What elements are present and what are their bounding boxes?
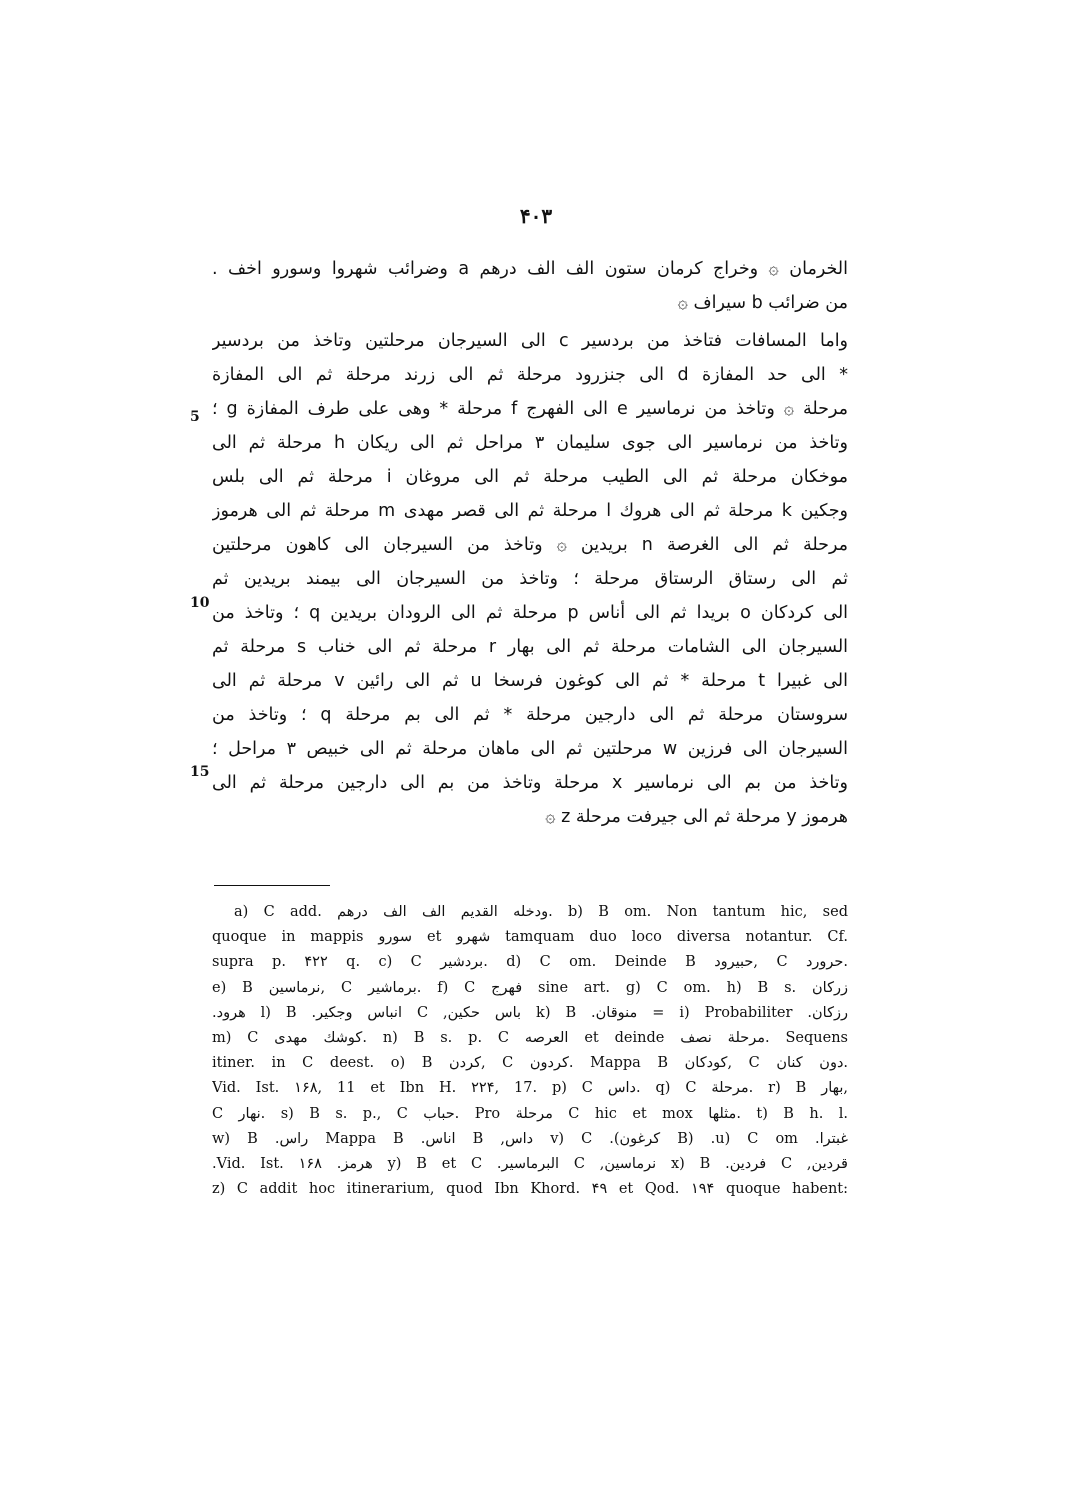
text-line: من ضرائب b سيراف ۞ xyxy=(677,293,848,313)
text-line: واما المسافات فتاخذ من بردسير c الى السيرجان مرحلتين وتاخذ من بردسير xyxy=(212,331,848,351)
text-line: السيرجان الى الشامات مرحلة ثم الى بهار r مرحلة ثم الى خناب s مرحلة ثم xyxy=(212,637,848,657)
text-line: هرموز y مرحلة ثم الى جيرفت مرحلة z ۞ xyxy=(545,807,848,827)
footnote-line: غبترا. u) C om. (B كرغون). v) C داس, B اناس. Mappa B راس. w) B xyxy=(212,1130,848,1147)
line-number: 15 xyxy=(190,764,210,780)
line-number: 5 xyxy=(190,409,200,425)
text-line: وجكين k مرحلة ثم الى هروك l مرحلة ثم الى قصر مهدى m مرحلة ثم الى هرموز xyxy=(212,501,848,521)
footnote-line: quoque in mappis سورو et شهرو tamquam duo loco diversa notantur. Cf. xyxy=(212,929,848,946)
footnote-line: supra p. ۴۲۲ q. c) C بردشير. d) C om. Deinde B حبيرود, C حرورد. xyxy=(212,954,848,971)
footnote-line: z) C addit hoc itinerarium, quod Ibn Khord. ۴۹ et Qod. ۱۹۴ quoque habent: xyxy=(212,1181,848,1198)
footnote-line: m) C كوشك مهدى. n) B s. p. C العرصه et deinde مرحلة نصف. Sequens xyxy=(212,1029,848,1046)
text-line: مرحلة ۞ وتاخذ من نرماسير e الى الفهرج f مرحلة * وهى على طرف المفازة g ؛ xyxy=(212,399,848,419)
text-line: موخكان مرحلة ثم الى الطيب مرحلة ثم الى مروغان i مرحلة ثم الى بلس xyxy=(212,467,848,487)
text-line: * الى حد المفازة d الى جنزرود مرحلة ثم الى زرند مرحلة ثم الى المفازة xyxy=(212,365,848,385)
page-number: ۴۰۳ xyxy=(519,204,553,228)
text-line: ثم الى رستاق الرستاق مرحلة ؛ وتاخذ من السيرجان الى بيمند بريدين ثم xyxy=(212,569,848,589)
footnote-rule xyxy=(214,885,330,886)
footnote-line: رزكان. i) Probabiliter = منوقان. k) B باس حكين, C انباس وجكير. l) B هرود. xyxy=(212,1004,848,1021)
text-line: مرحلة ثم الى الغرصة n بريدين ۞ وتاخذ من السيرجان الى كاهون مرحلتين xyxy=(212,535,848,555)
text-line: السيرجان الى فرزين w مرحلتين ثم الى ماهان مرحلة ثم الى خبيص ٣ مراحل ؛ xyxy=(212,739,848,759)
footnote-line: itiner. in C deest. o) B كردن, C كردون. Mappa B كودكان, C دون كنان. xyxy=(212,1055,848,1072)
main-text xyxy=(212,252,848,834)
footnote-line: a) C add. ودخله القديم الف الف درهم. b) B om. Non tantum hic, sed xyxy=(234,904,848,920)
text-line: سروستان مرحلة ثم الى دارجين مرحلة * ثم الى بم مرحلة q ؛ وتاخذ من xyxy=(212,705,848,725)
footnote-line: C نهار. s) B s. p., C حباب. Pro مرحلة C hic et mox مثلها. t) B h. l. xyxy=(212,1105,848,1122)
text-line: الى غبيرا t مرحلة * ثم الى كوغون فرسخا u ثم الى رائين v مرحلة ثم الى xyxy=(212,671,848,691)
footnote-line: Vid. Ist. ۱۶۸, 11 et Ibn H. ۲۲۴, 17. p) C داس. q) C مرحلة. r) B بهار, xyxy=(212,1080,848,1097)
footnote-line: قردين, C فردين. x) B نرماسين, C البرماسير. y) B et C هرمز. Vid. Ist. ۱۶۸. xyxy=(212,1155,848,1172)
footnote-line: e) B نرماسين, C برماشير. f) C فهرج sine art. g) C om. h) B s. زركان xyxy=(212,979,848,996)
text-line: وتاخذ من نرماسير الى جوى سليمان ٣ مراحل ثم الى ريكان h مرحلة ثم الى xyxy=(212,433,848,453)
line-number: 10 xyxy=(190,595,210,611)
footnotes xyxy=(212,900,848,1202)
text-line: الخرمان ۞ وخراج كرمان ستون الف الف درهم a وضرائب شهروا وسورو اخف . xyxy=(212,259,848,279)
text-line: الى كردكان o بريدا ثم الى أناس p مرحلة ثم الى الرودان بريدين q ؛ وتاخذ من xyxy=(212,603,848,623)
text-line: وتاخذ من بم الى نرماسير x مرحلة وتاخذ من بم الى دارجين مرحلة ثم الى xyxy=(212,773,848,793)
